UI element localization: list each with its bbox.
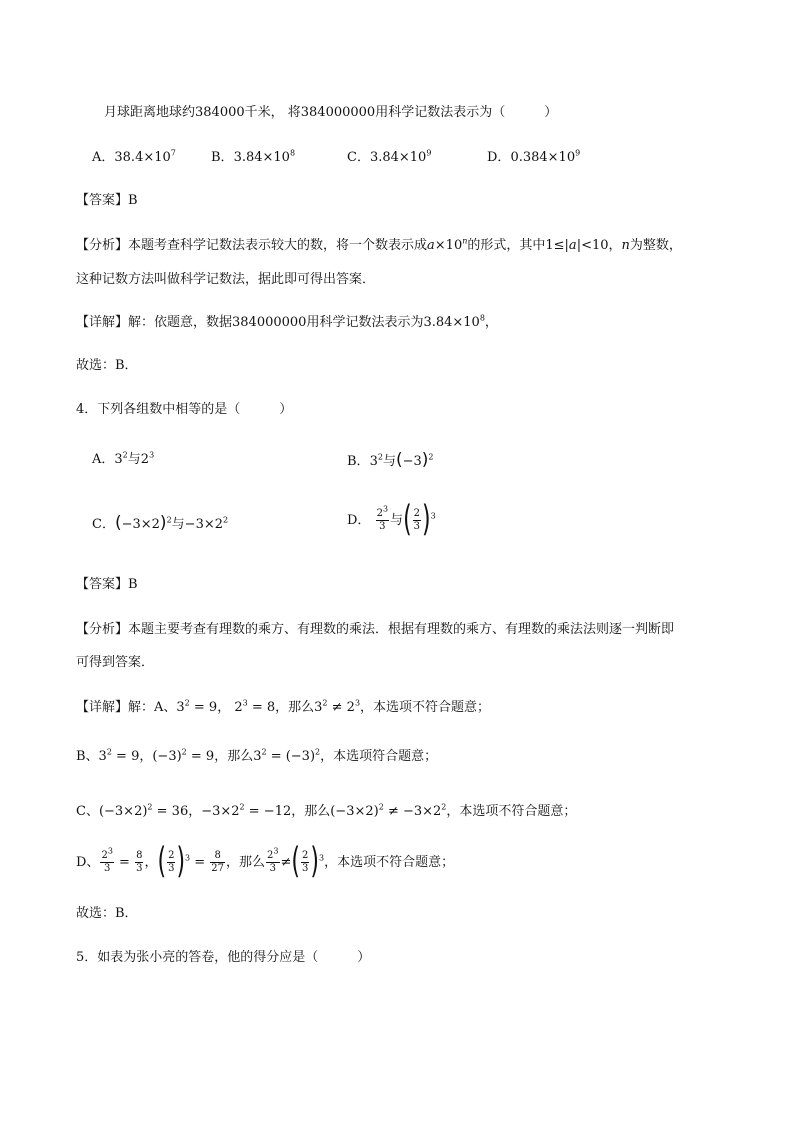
q4-answer: 【答案】B bbox=[76, 577, 138, 592]
fraction: $\frac{2^3}{3}$ bbox=[267, 846, 279, 874]
fraction: $\frac{2^3}{3}$ bbox=[101, 846, 113, 874]
q3-choose: 故选：B． bbox=[76, 358, 138, 373]
q4-analysis: 【分析】本题主要考查有理数的乘方、有理数的乘法．根据有理数的乘方、有理数的乘法法则逐一判断即 bbox=[76, 622, 675, 637]
q3-option-d: D．$0.384\times 10^9$ bbox=[487, 148, 581, 165]
q3-answer: 【答案】B bbox=[76, 193, 138, 208]
q4-detail-c: C、$(-3\times 2)^2 = 36$，$-3\times 2^2 = -12$，那么$(-3\times 2)^2 \ne -3\times 2^2$，本选项不符合题意； bbox=[76, 802, 577, 819]
q3-analysis: 【分析】本题考查科学记数法表示较大的数，将一个数表示成$a\times 10^n$的形式，其中1≤|a|<10，n为整数， bbox=[76, 236, 682, 253]
fraction: $\frac{8}{27}$ bbox=[211, 850, 225, 874]
q5-stem: 5．如表为张小亮的答卷，他的得分应是（ ） bbox=[76, 950, 371, 965]
q3-option-c: C．$3.84\times 10^9$ bbox=[347, 148, 432, 165]
q4-stem: 4．下列各组数中相等的是（ ） bbox=[76, 402, 293, 417]
q4-analysis-line2: 可得到答案． bbox=[76, 655, 155, 670]
q4-detail-d: D、 $\frac{2^3}{3}$ = $\frac{8}{3}$ ，( $\frac{2}{3}$ )$^3$ = $\frac{8}{27}$ ，那么 $\frac{2^3}{3}$ ≠( $\frac{2}{3}$ )$^3$，本选项不符合题意； bbox=[76, 841, 455, 882]
q4-option-a: A．$3^2$与$2^3$ bbox=[92, 450, 155, 467]
q4-choose: 故选：B． bbox=[76, 906, 138, 921]
fraction: $\frac{2}{3}$ bbox=[168, 850, 175, 874]
q4-option-c: C．$(-3\times 2)^2$与$-3\times 2^2$ bbox=[92, 513, 229, 533]
fraction: $\frac{2^3}{3}$ bbox=[376, 504, 389, 532]
fraction: $\frac{2}{3}$ bbox=[302, 850, 309, 874]
q3-stem: 月球距离地球约384000千米， 将384000000用科学记数法表示为（ ） bbox=[104, 105, 558, 120]
q3-option-b: B．$3.84\times 10^8$ bbox=[211, 148, 296, 165]
q3-option-a: A．$38.4\times 10^7$ bbox=[92, 148, 176, 165]
q3-analysis-line2: 这种记数方法叫做科学记数法，据此即可得出答案． bbox=[76, 272, 376, 287]
q4-option-d: D． $\frac{2^3}{3}$ 与( $\frac{2}{3}$ )$^3$ bbox=[347, 499, 436, 540]
q3-detail: 【详解】解：依题意，数据384000000用科学记数法表示为$3.84\times 10^8$， bbox=[76, 313, 498, 330]
q4-detail-a: 【详解】解：A、$3^2 = 9$， $2^3 = 8$，那么$3^2 \ne 2^3$，本选项不符合题意； bbox=[76, 698, 491, 715]
q4-option-b: B．$3^2$与$(-3)^2$ bbox=[347, 450, 434, 470]
fraction: $\frac{8}{3}$ bbox=[136, 850, 143, 874]
q4-detail-b: B、$3^2 = 9$，$(-3)^2 = 9$，那么$3^2 = (-3)^2$，本选项符合题意； bbox=[76, 747, 438, 764]
fraction: $\frac{2}{3}$ bbox=[413, 508, 421, 532]
